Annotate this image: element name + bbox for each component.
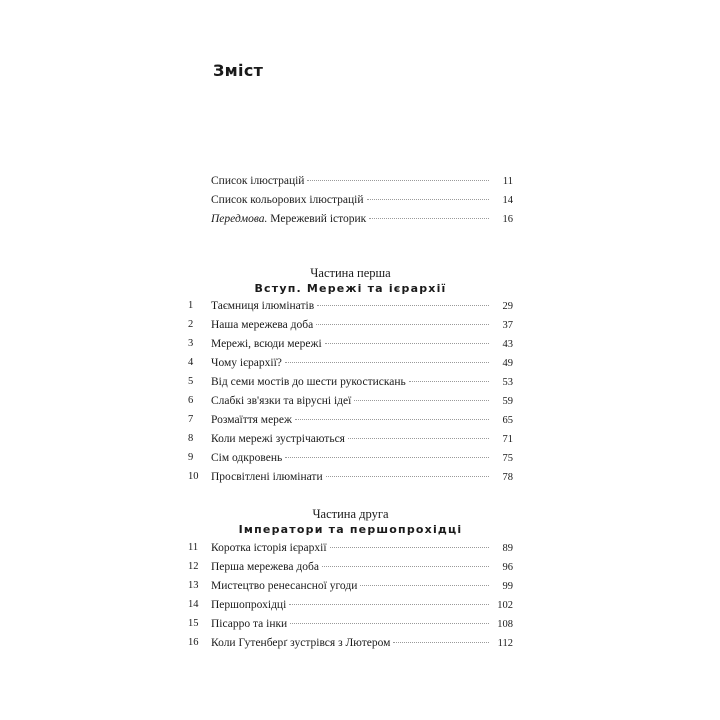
toc-entry-page: 112	[497, 638, 513, 649]
toc-entry[interactable]	[188, 414, 513, 433]
toc-entry-page: 102	[497, 600, 513, 611]
part-label: Частина друга	[312, 507, 389, 521]
toc-entry-page: 108	[497, 619, 513, 630]
toc-entry[interactable]	[188, 194, 513, 213]
chapter-number: 15	[188, 618, 199, 629]
chapter-number: 2	[188, 319, 194, 330]
toc-entry-page: 11	[502, 176, 513, 187]
toc-entry-title: Першопрохідці	[211, 599, 289, 611]
toc-entry-title: Мистецтво ренесансної угоди	[211, 580, 360, 592]
chapter-number: 16	[188, 637, 199, 648]
leader-dots	[369, 218, 489, 219]
leader-dots	[285, 362, 489, 363]
toc-entry-title: Таємниця ілюмінатів	[211, 300, 317, 312]
toc-entry-page: 78	[502, 472, 513, 483]
toc-entry[interactable]	[188, 471, 513, 490]
part-heading	[188, 507, 513, 536]
leader-dots	[325, 343, 489, 344]
chapter-number: 10	[188, 471, 199, 482]
toc-entry-title: Просвітлені ілюмінати	[211, 471, 326, 483]
leader-dots	[409, 381, 489, 382]
part-title: Імператори та першопрохідці	[238, 523, 463, 536]
chapter-list	[188, 300, 513, 490]
toc-entry-page: 53	[502, 377, 513, 388]
chapter-number: 11	[188, 542, 199, 553]
chapter-number: 8	[188, 433, 194, 444]
toc-entry-title: Перша мережева доба	[211, 561, 322, 573]
toc-entry-title: Коротка історія ієрархії	[211, 542, 330, 554]
chapter-number: 7	[188, 414, 194, 425]
leader-dots	[317, 305, 489, 306]
toc-entry-title: Чому ієрархії?	[211, 357, 285, 369]
toc-entry-page: 29	[502, 301, 513, 312]
leader-dots	[307, 180, 489, 181]
chapter-number: 14	[188, 599, 199, 610]
toc-entry-title: Мережі, всюди мережі	[211, 338, 325, 350]
page-title: Зміст	[213, 61, 264, 80]
toc-entry-title: Список кольорових ілюстрацій	[211, 194, 367, 206]
chapter-list	[188, 542, 513, 656]
chapter-number: 13	[188, 580, 199, 591]
toc-entry[interactable]	[188, 319, 513, 338]
toc-entry[interactable]	[188, 580, 513, 599]
chapter-number: 12	[188, 561, 199, 572]
toc-entry-title: Розмаїття мереж	[211, 414, 295, 426]
toc-entry-page: 49	[502, 358, 513, 369]
chapter-number: 1	[188, 300, 194, 311]
toc-entry-title-italic: Передмова.	[211, 213, 268, 225]
toc-entry-title: Сім одкровень	[211, 452, 285, 464]
toc-entry-page: 75	[502, 453, 513, 464]
leader-dots	[322, 566, 489, 567]
toc-entry-title: Слабкі зв'язки та вірусні ідеї	[211, 395, 354, 407]
toc-entry-page: 96	[502, 562, 513, 573]
leader-dots	[348, 438, 489, 439]
part-heading	[188, 266, 513, 295]
leader-dots	[360, 585, 489, 586]
leader-dots	[393, 642, 489, 643]
chapter-number: 3	[188, 338, 194, 349]
toc-entry-page: 59	[502, 396, 513, 407]
toc-entry-page: 71	[502, 434, 513, 445]
toc-entry[interactable]	[188, 338, 513, 357]
toc-entry-title: Пісарро та інки	[211, 618, 290, 630]
toc-entry[interactable]	[188, 637, 513, 656]
toc-entry[interactable]	[188, 599, 513, 618]
chapter-number: 9	[188, 452, 194, 463]
toc-entry[interactable]	[188, 357, 513, 376]
leader-dots	[316, 324, 489, 325]
leader-dots	[367, 199, 490, 200]
leader-dots	[290, 623, 489, 624]
leader-dots	[285, 457, 489, 458]
toc-entry-page: 65	[502, 415, 513, 426]
toc-entry-title: Список ілюстрацій	[211, 175, 307, 187]
toc-entry-page: 89	[502, 543, 513, 554]
toc-entry-title: Від семи мостів до шести рукостискань	[211, 376, 409, 388]
toc-entry-title: Коли мережі зустрічаються	[211, 433, 348, 445]
chapter-number: 6	[188, 395, 194, 406]
front-matter-list	[188, 175, 513, 232]
chapter-number: 4	[188, 357, 194, 368]
leader-dots	[326, 476, 489, 477]
toc-entry-page: 14	[502, 195, 513, 206]
toc-entry-page: 43	[502, 339, 513, 350]
part-label: Частина перша	[310, 266, 391, 280]
toc-entry-title	[211, 213, 369, 225]
toc-entry[interactable]	[188, 433, 513, 452]
toc-entry[interactable]	[188, 175, 513, 194]
part-title: Вступ. Мережі та ієрархії	[254, 282, 447, 295]
toc-entry[interactable]	[188, 376, 513, 395]
toc-entry[interactable]	[188, 300, 513, 319]
leader-dots	[354, 400, 489, 401]
leader-dots	[289, 604, 489, 605]
leader-dots	[330, 547, 489, 548]
leader-dots	[295, 419, 489, 420]
toc-entry[interactable]	[188, 618, 513, 637]
toc-entry-title: Коли Гутенберґ зустрівся з Лютером	[211, 637, 393, 649]
toc-entry[interactable]	[188, 452, 513, 471]
toc-entry[interactable]	[188, 213, 513, 232]
toc-entry-title: Наша мережева доба	[211, 319, 316, 331]
toc-entry[interactable]	[188, 561, 513, 580]
toc-entry-page: 99	[502, 581, 513, 592]
toc-entry-title-rest: Мережевий історик	[267, 213, 367, 225]
toc-entry-page: 16	[502, 214, 513, 225]
toc-entry-page: 37	[502, 320, 513, 331]
toc-entry[interactable]	[188, 395, 513, 414]
toc-entry[interactable]	[188, 542, 513, 561]
chapter-number: 5	[188, 376, 194, 387]
